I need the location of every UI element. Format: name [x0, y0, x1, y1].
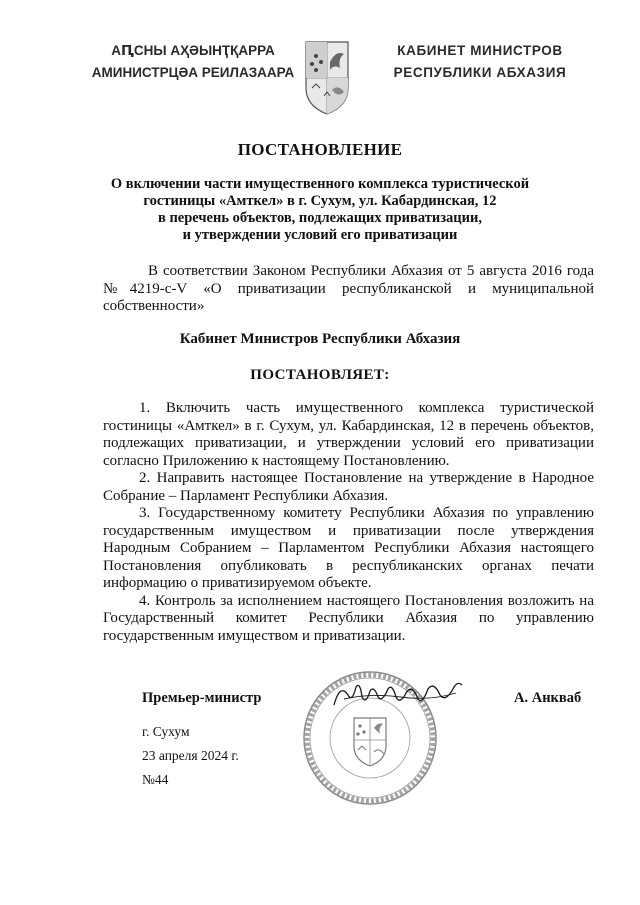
decree-item: 4. Контроль за исполнением настоящего Постановления возложить на Государственный комитет Республики Абхазия по управлению государственным имуществом и приватизации. — [103, 592, 594, 644]
signatory-position: Премьер-министр — [142, 690, 262, 706]
document-date: 23 апреля 2024 г. — [142, 748, 239, 763]
decree-item: 2. Направить настоящее Постановление на утверждение в Народное Собрание – Парламент Республики Абхазия. — [103, 470, 594, 504]
handwritten-signature-icon — [330, 675, 465, 715]
letterhead-abkhaz-line1: АԤСНЫ АҲӘЫНҬҚАРРА — [111, 43, 275, 58]
subject-line: О включении части имущественного комплекса туристической — [110, 176, 530, 192]
intro-paragraph: В соответствии Законом Республики Абхазия от 5 августа 2016 года №4219-с-V «О приватизации республиканской и муниципальной собственности» — [103, 263, 594, 314]
letterhead-russian — [380, 40, 580, 84]
document-subject — [100, 176, 540, 244]
subject-line: в перечень объектов, подлежащих приватизации, — [158, 210, 482, 226]
subject-line: и утверждении условий его приватизации — [182, 227, 458, 243]
decree-items — [103, 400, 594, 645]
document-title: ПОСТАНОВЛЕНИЕ — [237, 140, 403, 159]
letterhead-abkhaz — [88, 40, 298, 84]
decree-item: 1. Включить часть имущественного комплекса туристической гостиницы «Амткел» в г. Сухум, ул. Кабардинская, 12 в перечень объектов, подлежащих приватизации, и утверждении условий его приватизации согласно Приложению к настоящему Постановлению. — [103, 400, 594, 469]
letterhead-russian-line2: РЕСПУБЛИКИ АБХАЗИЯ — [393, 65, 567, 80]
decree-item: 3. Государственному комитету Республики Абхазия по управлению государственным имуществом и приватизации после утверждения Народным Собранием – Парламентом Республики Абхазия настоящего Постановления опубликовать в республиканских органах печати информацию о приватизируемом объекте. — [103, 505, 594, 591]
document-number: №44 — [142, 772, 169, 787]
issuing-body: Кабинет Министров Республики Абхазия — [179, 331, 461, 347]
signatory-name: А. Анкваб — [514, 690, 582, 706]
letterhead-abkhaz-line2: АМИНИСТРЦӘА РЕИЛАЗААРА — [91, 65, 295, 80]
letterhead-russian-line1: КАБИНЕТ МИНИСТРОВ — [397, 43, 563, 58]
decree-word: ПОСТАНОВЛЯЕТ: — [250, 367, 390, 383]
abkhazia-coat-of-arms-icon — [304, 40, 350, 116]
subject-line: гостиницы «Амткел» в г. Сухум, ул. Кабардинская, 12 — [143, 193, 497, 209]
document-place: г. Сухум — [142, 724, 190, 739]
letterhead — [0, 40, 640, 120]
